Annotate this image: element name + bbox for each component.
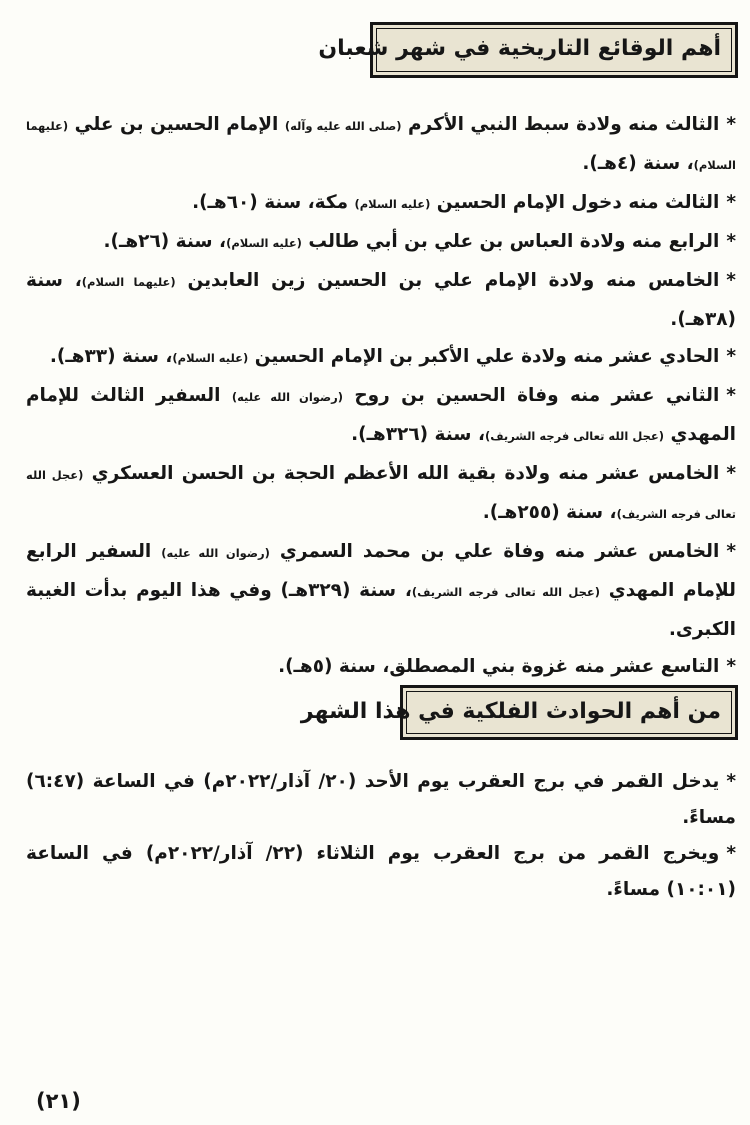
event-text: الرابع منه ولادة العباس بن علي بن أبي طالب [301,230,720,252]
bullet-asterisk: * [726,462,736,484]
honorific-text: (عليه السلام) [226,235,302,250]
event-item [26,184,736,223]
event-text: الخامس عشر منه وفاة علي بن محمد السمري [269,540,720,562]
bullet-asterisk: * [726,540,737,562]
bullet-asterisk: * [726,191,736,213]
event-text: ، سنة (٢٥٥هـ). [482,501,617,523]
honorific-text: (صلى الله عليه وآله) [284,118,402,133]
bullet-asterisk: * [726,230,736,252]
bullet-asterisk: * [726,771,737,792]
event-text: الخامس عشر منه ولادة بقية الله الأعظم الحجة بن الحسن العسكري [83,462,720,484]
honorific-text: (عليهما السلام) [26,118,736,172]
honorific-text: (رضوان الله عليه) [231,389,343,404]
astronomical-section-title-box [300,685,738,741]
honorific-text: (رضوان الله عليه) [161,545,270,560]
event-text: الثالث منه ولادة سبط النبي الأكرم [401,113,720,135]
honorific-text: (عجل الله تعالى فرجه الشريف) [484,428,664,443]
bullet-asterisk: * [726,843,736,864]
event-text: ، سنة (٣٣هـ). [49,345,173,367]
page-number: (٢١) [36,1089,81,1113]
astronomical-section-title: من أهم الحوادث الفلكية في هذا الشهر [300,698,721,724]
astronomical-section-title-inner-frame [300,691,732,735]
event-item [26,262,736,338]
event-item [26,648,736,685]
honorific-text: (عجل الله تعالى فرجه الشريف) [411,584,601,599]
bullet-asterisk: * [726,384,736,406]
event-text: ، سنة (٤هـ). [582,152,694,174]
bullet-asterisk: * [726,269,736,291]
event-text: ويخرج القمر من برج العقرب يوم الثلاثاء (٢٢/ آذار/٢٠٢٢م) في الساعة (١٠:٠١) مساءً. [26,843,736,900]
honorific-text: (عجل الله تعالى فرجه الشريف) [26,467,736,521]
event-text: السفير الثالث للإمام المهدي [26,384,736,445]
event-text: الإمام الحسين بن علي [68,113,285,135]
event-text: الثاني عشر منه وفاة الحسين بن روح [343,384,720,406]
astronomical-events-list [0,740,750,908]
event-text: الثالث منه دخول الإمام الحسين [430,191,720,213]
event-item [26,455,736,533]
historical-section-title-inner-frame [318,28,732,72]
historical-section-title: أهم الوقائع التاريخية في شهر شعبان [318,36,721,61]
bullet-asterisk: * [726,655,736,677]
bullet-asterisk: * [726,113,736,135]
event-text: الحادي عشر منه ولادة علي الأكبر بن الإمام الحسين [248,345,720,367]
historical-events-list [0,78,750,685]
event-text: ، سنة (٢٦هـ). [103,230,227,252]
event-item [26,223,736,262]
honorific-text: (عليه السلام) [354,196,431,211]
event-text: مكة، سنة (٦٠هـ). [192,191,355,213]
event-item [26,533,736,648]
event-item [26,377,736,455]
event-text: السفير الرابع للإمام المهدي [26,540,737,601]
event-text: يدخل القمر في برج العقرب يوم الأحد (٢٠/ آذار/٢٠٢٢م) في الساعة (٦:٤٧) مساءً. [26,771,736,828]
event-text: التاسع عشر منه غزوة بني المصطلق، سنة (٥هـ). [278,655,720,677]
event-text: ، سنة (٣٨هـ). [26,269,736,330]
historical-section-title-box [318,22,738,78]
event-item [26,836,736,908]
event-item [26,106,736,184]
event-item [26,764,736,836]
bullet-asterisk: * [726,345,736,367]
event-text: الخامس منه ولادة الإمام علي بن الحسين زين العابدين [175,269,720,291]
event-item [26,338,736,377]
honorific-text: (عليهما السلام) [81,274,176,289]
event-text: ، سنة (٣٢٦هـ). [351,423,485,445]
event-text: ، سنة (٣٢٩هـ) وفي هذا اليوم بدأت الغيبة الكبرى. [26,579,736,640]
honorific-text: (عليه السلام) [172,350,249,365]
